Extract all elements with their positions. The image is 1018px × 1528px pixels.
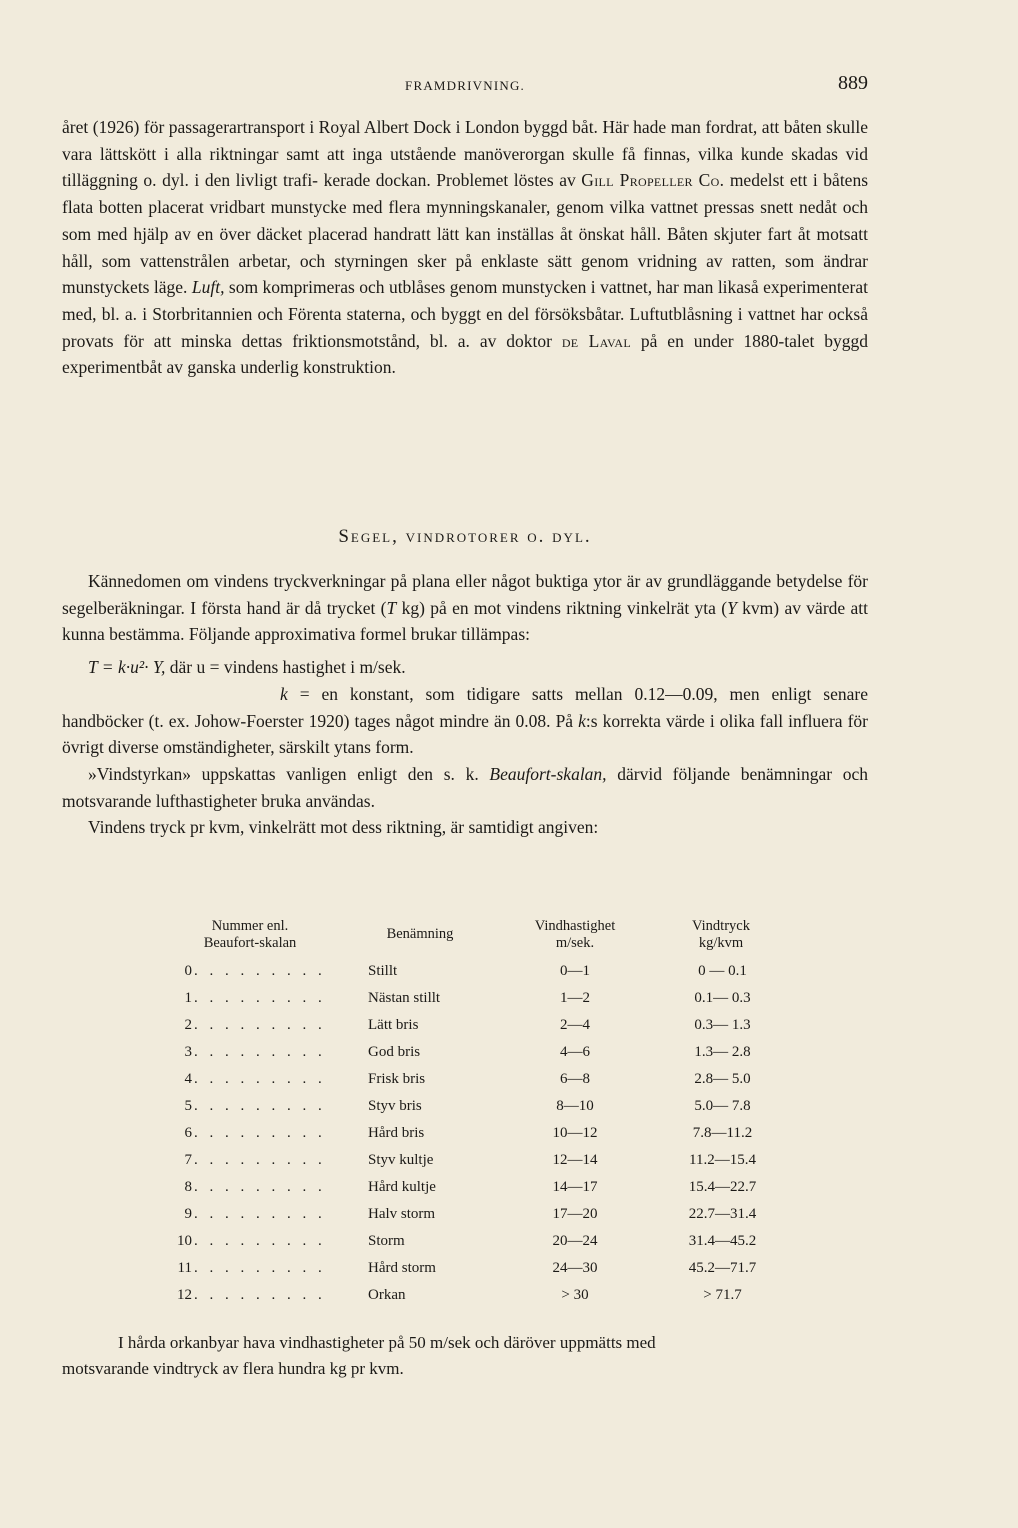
cell-leader-dots: . . . . . . . . . bbox=[194, 963, 326, 979]
cell-name: Hård bris bbox=[368, 1125, 425, 1141]
cell-number: 10 bbox=[177, 1233, 192, 1249]
cell-name: Stillt bbox=[368, 963, 398, 979]
cell-speed: 24—30 bbox=[552, 1260, 598, 1276]
cell-leader-dots: . . . . . . . . . bbox=[194, 1044, 326, 1060]
cell-number: 7 bbox=[184, 1152, 192, 1168]
p1-end: på en under 1880-talet byggd experimentbåt av ganska underlig konstruktion. bbox=[62, 330, 869, 378]
p1-luft-rest: som komprimeras och utblåses genom munstycken i vattnet, har man likaså experimenterat med, bl. a. i Storbritannien och Förenta staterna, och byggt en del försöksbåtar. Luftutblåsning i vattnet har också provats för att minska dettas friktionsmotstånd, bl. a. av doktor bbox=[62, 277, 869, 351]
cell-name: God bris bbox=[368, 1044, 421, 1060]
p1-line-3: manöverorgan skulle få finnas, vilka kunde skadas vid tilläggning o. dyl. i den livligt trafi- bbox=[62, 143, 869, 191]
cell-speed: 0—1 bbox=[560, 963, 590, 979]
header-number-line-1: Nummer enl. bbox=[211, 918, 289, 934]
header-pressure-line-1: Vindtryck bbox=[692, 918, 750, 934]
cell-pressure: 31.4—45.2 bbox=[688, 1233, 757, 1249]
cell-leader-dots: . . . . . . . . . bbox=[194, 1206, 326, 1222]
p1-line-1: året (1926) för passagerartransport i Royal Albert Dock i London byggd båt. Här hade bbox=[62, 117, 667, 137]
table-row bbox=[160, 1066, 820, 1093]
page-header bbox=[62, 72, 868, 96]
cell-name: Storm bbox=[368, 1233, 405, 1249]
final-line-1: I hårda orkanbyar hava vindhastigheter på 50 m/sek och däröver uppmätts med bbox=[118, 1333, 656, 1352]
paragraph-final bbox=[62, 1330, 868, 1382]
paragraph-wind bbox=[62, 568, 868, 841]
header-pressure-line-2: kg/kvm bbox=[698, 935, 744, 951]
cell-number: 8 bbox=[184, 1179, 192, 1195]
cell-pressure: 0 — 0.1 bbox=[698, 963, 747, 979]
cell-pressure: 0.1— 0.3 bbox=[694, 990, 751, 1006]
cell-leader-dots: . . . . . . . . . bbox=[194, 1098, 326, 1114]
cell-pressure: 22.7—31.4 bbox=[688, 1206, 757, 1222]
person-name: de Laval bbox=[561, 330, 632, 351]
table-row bbox=[160, 1093, 820, 1120]
cell-leader-dots: . . . . . . . . . bbox=[194, 1017, 326, 1033]
cell-speed: > 30 bbox=[561, 1287, 589, 1303]
cell-leader-dots: . . . . . . . . . bbox=[194, 990, 326, 1006]
p1-line-2: man fordrat, att båten skulle vara lättskött i alla riktningar samt att inga utstående bbox=[62, 117, 868, 164]
table-row bbox=[160, 958, 820, 985]
section-heading: Segel, vindrotorer o. dyl. bbox=[338, 526, 592, 547]
cell-pressure: 1.3— 2.8 bbox=[694, 1044, 751, 1060]
formula-k-text: = en konstant, som tidigare satts mellan 0.12—0.09, men enligt senare handböcker (t. ex. Johow-Foerster 1920) tages något mindre än 0.08. På bbox=[62, 683, 868, 731]
header-number bbox=[190, 918, 310, 952]
luft-term: Luft, bbox=[191, 277, 225, 298]
running-title: FRAMDRIVNING. bbox=[405, 78, 525, 93]
cell-name: Frisk bris bbox=[368, 1071, 426, 1087]
cell-speed: 10—12 bbox=[552, 1125, 598, 1141]
table-body bbox=[160, 958, 820, 1309]
table-row bbox=[160, 1120, 820, 1147]
table-row bbox=[160, 1039, 820, 1066]
header-speed bbox=[510, 918, 640, 952]
cell-speed: 12—14 bbox=[552, 1152, 598, 1168]
cell-speed: 14—17 bbox=[552, 1179, 598, 1195]
table-row bbox=[160, 1012, 820, 1039]
cell-name: Orkan bbox=[368, 1287, 406, 1303]
formula-k-text-2: :s korrekta värde i olika fall influera för övrigt diverse omständigheter, särskilt ytans form. bbox=[62, 710, 868, 758]
cell-name: Nästan stillt bbox=[368, 990, 441, 1006]
symbol-t: T bbox=[386, 597, 397, 618]
cell-pressure: 2.8— 5.0 bbox=[694, 1071, 751, 1087]
header-speed-line-1: Vindhastighet bbox=[534, 918, 616, 934]
cell-number: 3 bbox=[184, 1044, 192, 1060]
cell-number: 9 bbox=[184, 1206, 192, 1222]
cell-leader-dots: . . . . . . . . . bbox=[194, 1233, 326, 1249]
cell-name: Lätt bris bbox=[368, 1017, 419, 1033]
symbol-k: k bbox=[280, 683, 288, 704]
table-row bbox=[160, 985, 820, 1012]
cell-pressure: 45.2—71.7 bbox=[688, 1260, 757, 1276]
cell-leader-dots: . . . . . . . . . bbox=[194, 1287, 326, 1303]
cell-speed: 2—4 bbox=[560, 1017, 590, 1033]
cell-number: 1 bbox=[184, 990, 192, 1006]
p3-text: »Vindstyrkan» uppskattas vanligen enligt den s. k. bbox=[88, 763, 479, 784]
p4-text: Vindens tryck pr kvm, vinkelrätt mot dess riktning, är samtidigt angiven: bbox=[88, 817, 599, 838]
cell-speed: 1—2 bbox=[560, 990, 590, 1006]
table-row bbox=[160, 1282, 820, 1309]
cell-pressure: > 71.7 bbox=[703, 1287, 742, 1303]
cell-speed: 4—6 bbox=[560, 1044, 590, 1060]
table-row bbox=[160, 1201, 820, 1228]
cell-speed: 17—20 bbox=[552, 1206, 598, 1222]
symbol-y: Y bbox=[727, 597, 737, 618]
final-line-2: motsvarande vindtryck av flera hundra kg pr kvm. bbox=[62, 1359, 404, 1378]
cell-name: Hård storm bbox=[368, 1260, 436, 1276]
cell-leader-dots: . . . . . . . . . bbox=[194, 1179, 326, 1195]
cell-name: Halv storm bbox=[368, 1206, 436, 1222]
cell-leader-dots: . . . . . . . . . bbox=[194, 1152, 326, 1168]
company-name: Gill Propeller Co. bbox=[581, 170, 725, 191]
page-number: 889 bbox=[838, 72, 868, 94]
cell-pressure: 0.3— 1.3 bbox=[694, 1017, 751, 1033]
cell-leader-dots: . . . . . . . . . bbox=[194, 1260, 326, 1276]
table-header bbox=[160, 918, 820, 958]
cell-name: Styv kultje bbox=[368, 1152, 434, 1168]
table-row bbox=[160, 1147, 820, 1174]
table-row bbox=[160, 1255, 820, 1282]
cell-number: 4 bbox=[184, 1071, 192, 1087]
cell-number: 11 bbox=[177, 1260, 192, 1276]
p2-text-3: kvm) av värde att kunna bestämma. Följande approximativa formel brukar tillämpas: bbox=[62, 597, 868, 645]
cell-number: 2 bbox=[184, 1017, 192, 1033]
cell-speed: 8—10 bbox=[556, 1098, 594, 1114]
formula-lhs: T = k·u²· Y, bbox=[88, 657, 166, 678]
cell-name: Hård kultje bbox=[368, 1179, 436, 1195]
cell-pressure: 5.0— 7.8 bbox=[694, 1098, 751, 1114]
cell-pressure: 15.4—22.7 bbox=[688, 1179, 757, 1195]
cell-leader-dots: . . . . . . . . . bbox=[194, 1071, 326, 1087]
beaufort-table bbox=[160, 918, 820, 1309]
header-name: Benämning bbox=[386, 926, 454, 942]
header-number-line-2: Beaufort-skalan bbox=[203, 935, 297, 951]
symbol-ks: k bbox=[578, 710, 586, 731]
p2-text-2: kg) på en mot vindens riktning vinkelrät yta ( bbox=[396, 597, 728, 618]
cell-leader-dots: . . . . . . . . . bbox=[194, 1125, 326, 1141]
cell-pressure: 11.2—15.4 bbox=[689, 1152, 756, 1168]
cell-name: Styv bris bbox=[368, 1098, 422, 1114]
p3-text-2: därvid följande benämningar och motsvarande lufthastigheter bruka användas. bbox=[62, 763, 869, 811]
cell-speed: 6—8 bbox=[560, 1071, 590, 1087]
formula-rhs: där u = vindens hastighet i m/sek. bbox=[165, 657, 406, 678]
p1-line-4: kerade dockan. Problemet löstes av bbox=[323, 170, 576, 191]
cell-number: 12 bbox=[177, 1287, 192, 1303]
p2-text: Kännedomen om vindens tryckverkningar på plana eller något buktiga ytor är av grundläggande betydelse för segelberäkningar. I första hand är då trycket ( bbox=[62, 571, 868, 618]
cell-number: 6 bbox=[184, 1125, 192, 1141]
table-row bbox=[160, 1228, 820, 1255]
table-row bbox=[160, 1174, 820, 1201]
beaufort-term: Beaufort-skalan, bbox=[489, 763, 607, 784]
header-speed-line-2: m/sek. bbox=[555, 935, 595, 951]
cell-number: 5 bbox=[184, 1098, 192, 1114]
cell-pressure: 7.8—11.2 bbox=[692, 1125, 753, 1141]
header-pressure bbox=[656, 918, 786, 952]
p1-rest: medelst ett i båtens flata botten placerat vridbart munstycke med flera mynningskanaler, genom vilka vattnet pressas snett nedåt och som med hjälp av en över däcket placerad handratt lätt kan inställas åt önskat håll. Båten skjuter fart åt motsatt håll, som vattenstrålen arbetar, och styrningen sker på enklaste sätt genom vridning av ratten, som ändrar munstyckets läge. bbox=[62, 170, 869, 298]
cell-speed: 20—24 bbox=[552, 1233, 598, 1249]
paragraph-propulsion bbox=[62, 114, 868, 381]
cell-number: 0 bbox=[184, 963, 192, 979]
